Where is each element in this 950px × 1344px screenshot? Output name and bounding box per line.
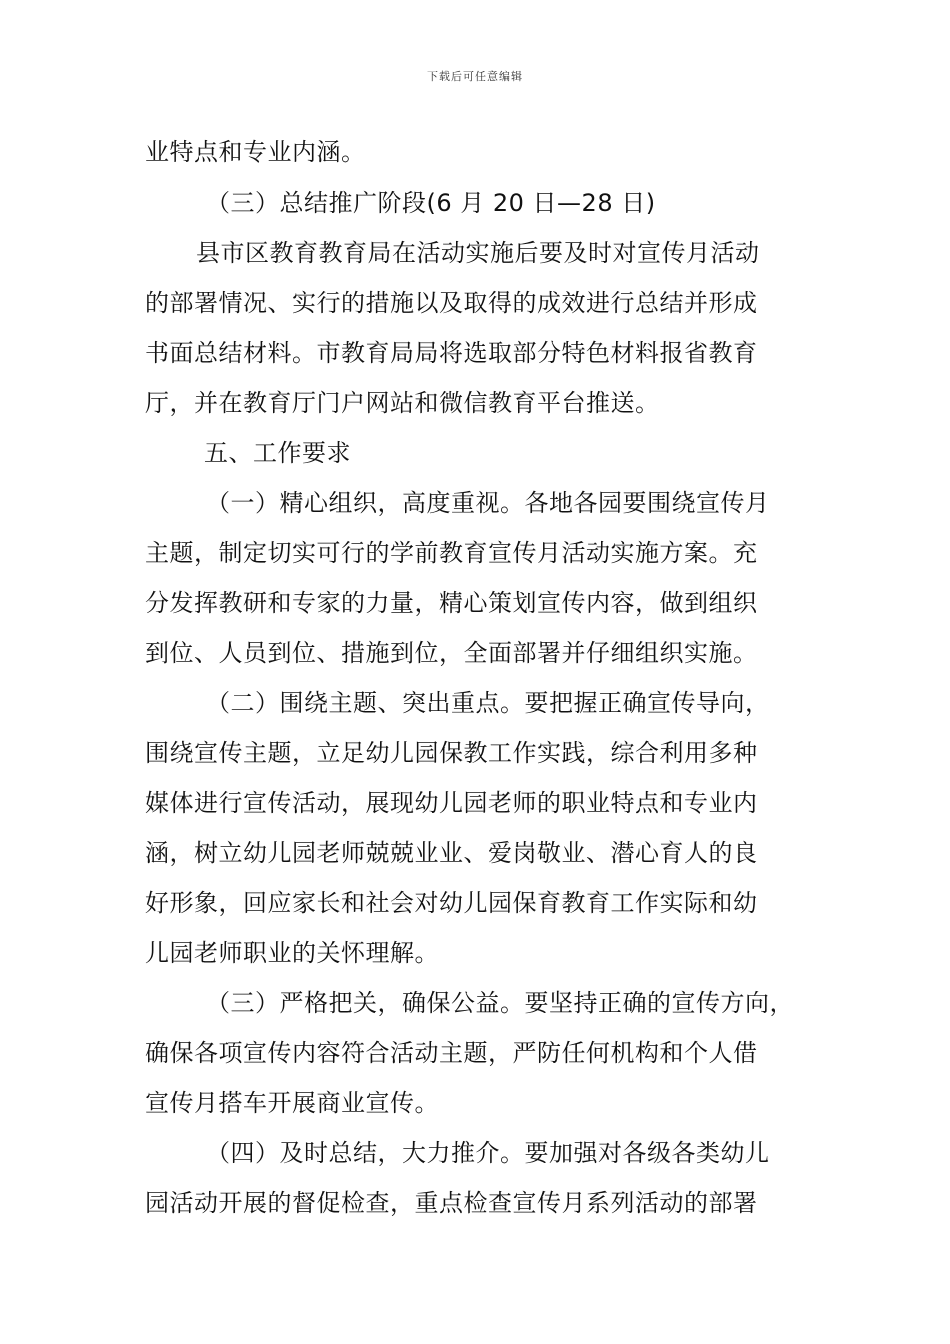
text-line: （一）精心组织，高度重视。各地各园要围绕宣传月	[206, 489, 770, 517]
text-line: 业特点和专业内涵。	[145, 138, 366, 166]
text-line: 媒体进行宣传活动，展现幼儿园老师的职业特点和专业内	[145, 789, 758, 817]
section-heading: （三）总结推广阶段(6 月 20 日—28 日)	[206, 189, 656, 217]
text-line: 分发挥教研和专家的力量，精心策划宣传内容，做到组织	[145, 589, 758, 617]
text-line: （四）及时总结，大力推介。要加强对各级各类幼儿	[206, 1139, 770, 1167]
text-line: 好形象，回应家长和社会对幼儿园保育教育工作实际和幼	[145, 889, 758, 917]
text-line: 厅，并在教育厅门户网站和微信教育平台推送。	[145, 389, 660, 417]
text-line: 的部署情况、实行的措施以及取得的成效进行总结并形成	[145, 289, 758, 317]
text-line: 涵，树立幼儿园老师兢兢业业、爱岗敬业、潜心育人的良	[145, 839, 758, 867]
section-heading: 五、工作要求	[204, 439, 351, 467]
text-line: 书面总结材料。市教育局局将选取部分特色材料报省教育	[145, 339, 758, 367]
text-line: （二）围绕主题、突出重点。要把握正确宣传导向，	[206, 689, 770, 717]
text-line: 围绕宣传主题，立足幼儿园保教工作实践，综合利用多种	[145, 739, 758, 767]
text-line: 园活动开展的督促检查，重点检查宣传月系列活动的部署	[145, 1189, 758, 1217]
page-header: 下载后可任意编辑	[427, 70, 523, 83]
text-line: （三）严格把关，确保公益。要坚持正确的宣传方向，	[206, 989, 794, 1017]
text-line: 到位、人员到位、措施到位，全面部署并仔细组织实施。	[145, 639, 758, 667]
text-line: 儿园老师职业的关怀理解。	[145, 939, 439, 967]
text-line: 县市区教育教育局在活动实施后要及时对宣传月活动	[196, 239, 760, 267]
text-line: 主题，制定切实可行的学前教育宣传月活动实施方案。充	[145, 539, 758, 567]
text-line: 宣传月搭车开展商业宣传。	[145, 1089, 439, 1117]
text-line: 确保各项宣传内容符合活动主题，严防任何机构和个人借	[145, 1039, 758, 1067]
